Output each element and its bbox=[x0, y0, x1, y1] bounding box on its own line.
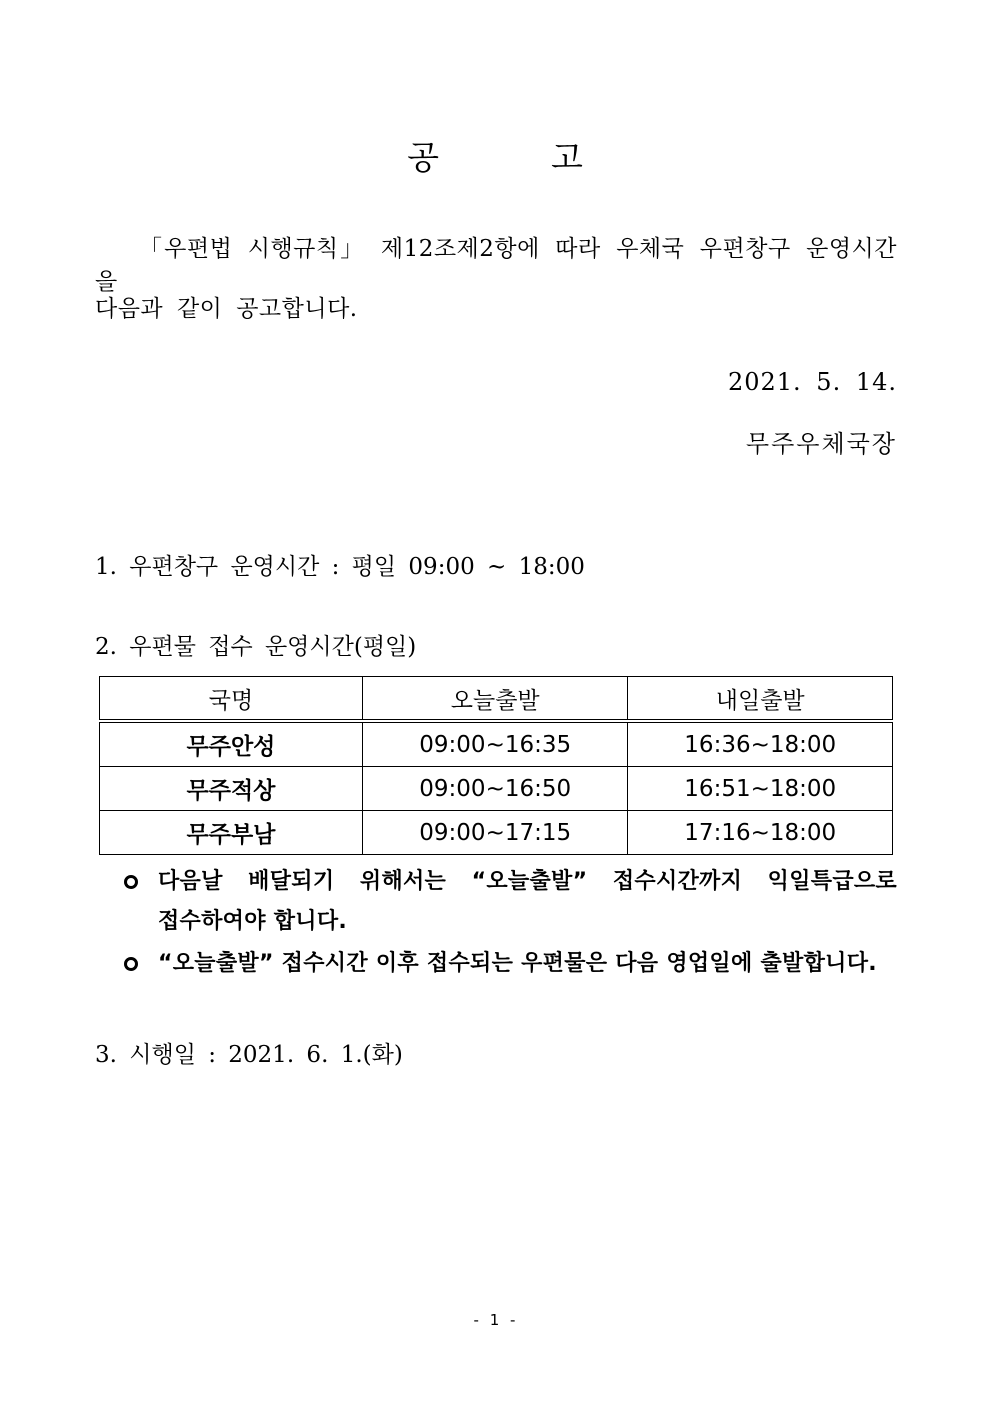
item-acceptance-hours: 2. 우편물 접수 운영시간(평일) bbox=[95, 634, 417, 660]
tomorrow-hours: 16:51~18:00 bbox=[628, 767, 893, 811]
header-tomorrow: 내일출발 bbox=[628, 677, 893, 722]
page-number: - 1 - bbox=[473, 1311, 519, 1329]
header-today: 오늘출발 bbox=[362, 677, 628, 722]
page-title bbox=[0, 132, 992, 179]
note-1-line-2: 접수하여야 합니다. bbox=[158, 909, 348, 934]
schedule-table bbox=[99, 676, 893, 855]
circle-bullet-icon bbox=[124, 957, 138, 971]
office-name: 무주부남 bbox=[100, 811, 363, 855]
tomorrow-hours: 16:36~18:00 bbox=[628, 721, 893, 767]
office-name: 무주안성 bbox=[100, 721, 363, 767]
note-2-text: “오늘출발” 접수시간 이후 접수되는 우편물은 다음 영업일에 출발합니다. bbox=[158, 951, 877, 976]
office-name: 무주적상 bbox=[100, 767, 363, 811]
table-header-row bbox=[100, 677, 893, 722]
today-hours: 09:00~16:35 bbox=[362, 721, 628, 767]
notice-date: 2021. 5. 14. bbox=[727, 368, 897, 396]
note-next-day-delivery bbox=[120, 862, 897, 942]
title-char-2: 고 bbox=[551, 138, 585, 177]
today-hours: 09:00~16:50 bbox=[362, 767, 628, 811]
table-row bbox=[100, 767, 893, 811]
item-effective-date: 3. 시행일 : 2021. 6. 1.(화) bbox=[95, 1042, 403, 1068]
circle-bullet-icon bbox=[124, 875, 138, 889]
header-office: 국명 bbox=[100, 677, 363, 722]
today-hours: 09:00~17:15 bbox=[362, 811, 628, 855]
intro-line-2: 다음과 같이 공고합니다. bbox=[95, 296, 358, 322]
intro-line-1: 「우편법 시행규칙」 제12조제2항에 따라 우체국 우편창구 운영시간을 bbox=[95, 236, 897, 295]
issuer-name: 무주우체국장 bbox=[745, 430, 897, 458]
note-after-cutoff bbox=[120, 944, 897, 984]
table-row bbox=[100, 811, 893, 855]
item-window-hours: 1. 우편창구 운영시간 : 평일 09:00 ~ 18:00 bbox=[95, 554, 585, 580]
table-row bbox=[100, 721, 893, 767]
tomorrow-hours: 17:16~18:00 bbox=[628, 811, 893, 855]
title-char-1: 공 bbox=[407, 138, 441, 177]
notes-list bbox=[120, 862, 897, 986]
note-1-line-1: 다음날 배달되기 위해서는 “오늘출발” 접수시간까지 익일특급으로 bbox=[158, 869, 897, 894]
